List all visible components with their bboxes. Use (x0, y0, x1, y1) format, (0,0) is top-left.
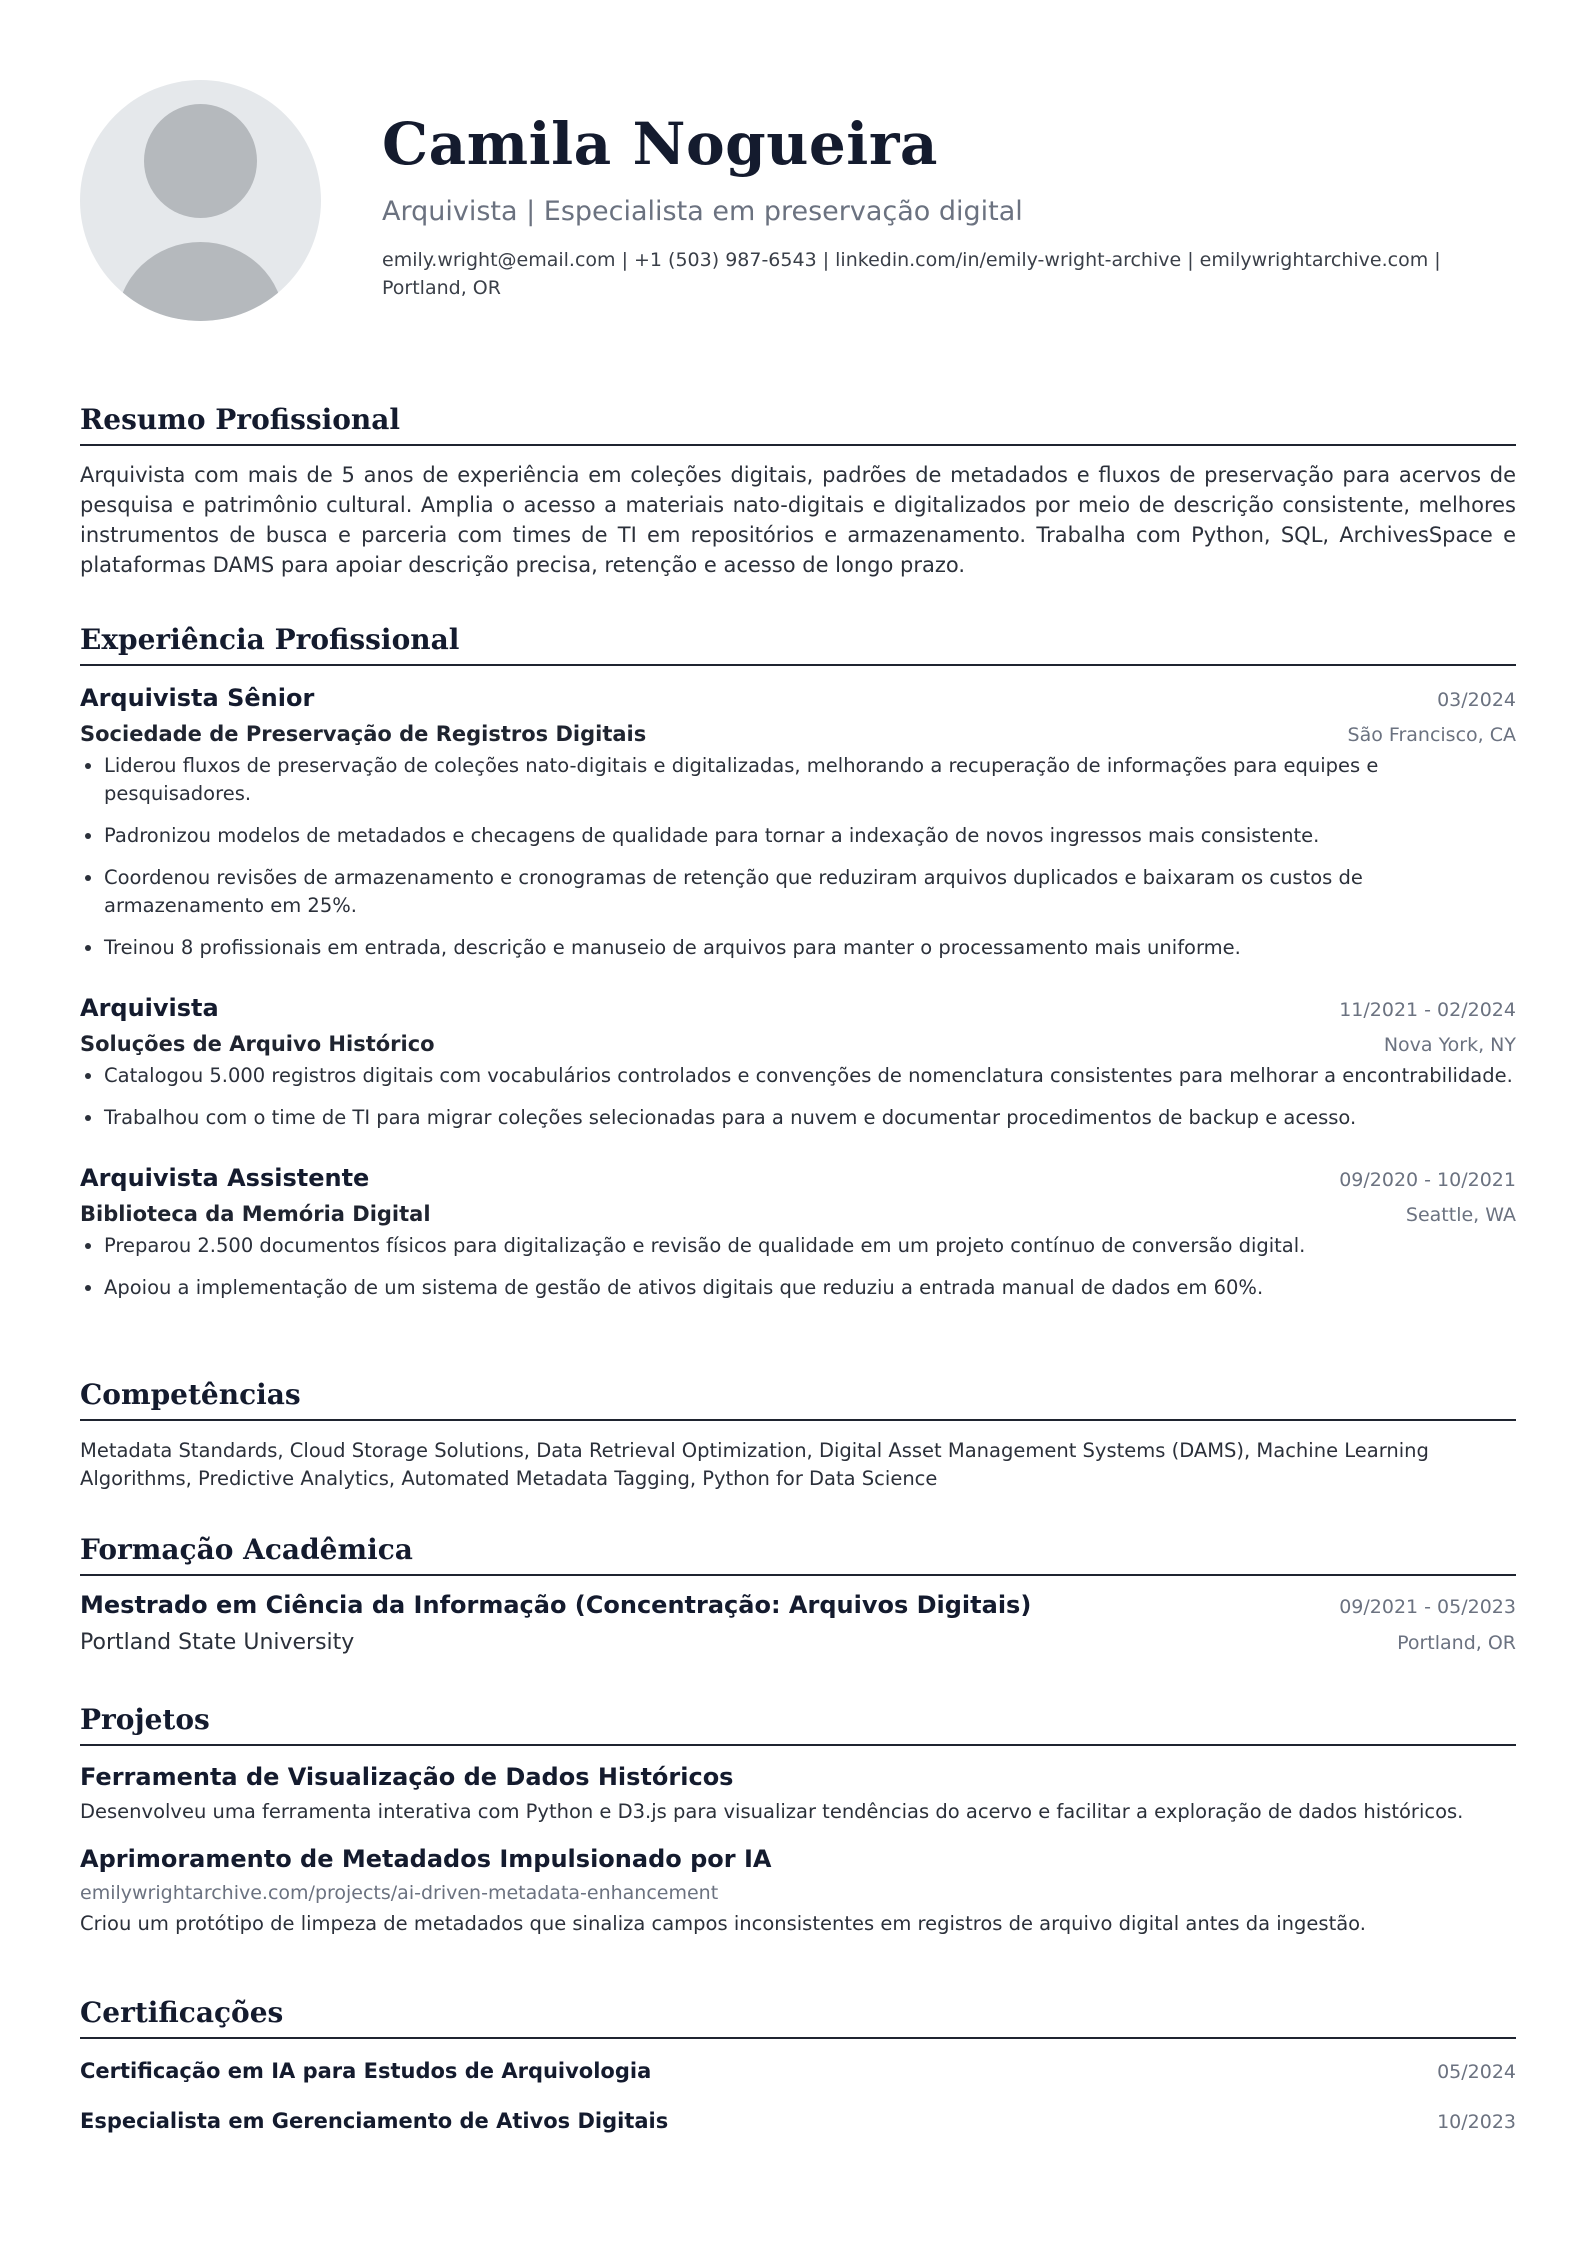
candidate-name: Camila Nogueira (382, 110, 938, 178)
project-title: Ferramenta de Visualização de Dados Históricos (80, 1763, 734, 1791)
summary-text: Arquivista com mais de 5 anos de experiência em coleções digitais, padrões de metadados e fluxos de preservação para acervos de pesquisa e patrimônio cultural. Amplia o acesso a materiais nato-digitais e digitalizados por meio de descrição consistente, melhores instrumentos de busca e parceria com times de TI em repositórios e armazenamento. Trabalha com Python, SQL, ArchivesSpace e plataformas DAMS para apoiar descrição precisa, retenção e acesso de longo prazo. (80, 463, 1516, 577)
avatar-body-shape (117, 242, 284, 321)
project-entry (80, 1840, 1516, 1940)
job-bullet: • Preparou 2.500 documentos físicos para digitalização e revisão de qualidade em um projeto contínuo de conversão digital. (104, 1232, 1516, 1260)
avatar (80, 80, 321, 321)
projects-section (80, 1700, 1516, 1940)
project-description: Desenvolveu uma ferramenta interativa com Python e D3.js para visualizar tendências do acervo e facilitar a exploração de dados históricos. (80, 1800, 1464, 1823)
job-company: Soluções de Arquivo Histórico (80, 1032, 435, 1056)
job-company: Biblioteca da Memória Digital (80, 1202, 431, 1226)
summary-section (80, 400, 1516, 580)
education-degree: Mestrado em Ciência da Informação (Concentração: Arquivos Digitais) (80, 1591, 1032, 1619)
certification-name: Certificação em IA para Estudos de Arquivologia (80, 2059, 652, 2083)
job-bullets (80, 1062, 1516, 1132)
project-title: Aprimoramento de Metadados Impulsionado por IA (80, 1845, 772, 1873)
job-date: 03/2024 (1437, 689, 1516, 711)
job-entry (80, 990, 1516, 1132)
job-date: 11/2021 - 02/2024 (1339, 999, 1516, 1021)
project-link[interactable]: emilywrightarchive.com/projects/ai-driven-metadata-enhancement (80, 1882, 719, 1904)
section-title-projects: Projetos (80, 1700, 1516, 1746)
job-location: Nova York, NY (1383, 1034, 1516, 1056)
skills-section (80, 1375, 1516, 1493)
job-bullet: • Padronizou modelos de metadados e checagens de qualidade para tornar a indexação de novos ingressos mais consistente. (104, 822, 1516, 850)
certification-name: Especialista em Gerenciamento de Ativos Digitais (80, 2109, 669, 2133)
section-title-summary: Resumo Profissional (80, 400, 1516, 446)
certification-date: 10/2023 (1437, 2111, 1516, 2133)
project-entry (80, 1758, 1516, 1828)
job-bullet: • Catalogou 5.000 registros digitais com vocabulários controlados e convenções de nomenclatura consistentes para melhorar a encontrabilidade. (104, 1062, 1516, 1090)
job-bullet: • Apoiou a implementação de um sistema de gestão de ativos digitais que reduziu a entrada manual de dados em 60%. (104, 1274, 1516, 1302)
certifications-section (80, 1993, 1516, 2139)
resume-header (80, 0, 1508, 360)
experience-section (80, 620, 1516, 1316)
education-location: Portland, OR (1397, 1632, 1516, 1654)
job-date: 09/2020 - 10/2021 (1339, 1169, 1516, 1191)
certification-item (80, 2053, 1516, 2089)
certification-item (80, 2103, 1516, 2139)
header-text (382, 104, 1508, 302)
section-title-education: Formação Acadêmica (80, 1530, 1516, 1576)
job-title: Arquivista (80, 994, 219, 1022)
job-title: Arquivista Assistente (80, 1164, 370, 1192)
education-school: Portland State University (80, 1630, 355, 1655)
skills-text: Metadata Standards, Cloud Storage Solutions, Data Retrieval Optimization, Digital Asset Management Systems (DAMS), Machine Learning Algorithms, Predictive Analytics, Automated Metadata Tagging, Python for Data Science (80, 1439, 1429, 1490)
project-description: Criou um protótipo de limpeza de metadados que sinaliza campos inconsistentes em registros de arquivo digital antes da ingestão. (80, 1912, 1366, 1935)
job-company: Sociedade de Preservação de Registros Digitais (80, 722, 647, 746)
contact-info: emily.wright@email.com | +1 (503) 987-6543 | linkedin.com/in/emily-wright-archive | emilywrightarchive.com | Portland, OR (382, 249, 1441, 299)
education-date: 09/2021 - 05/2023 (1339, 1596, 1516, 1618)
job-bullets (80, 752, 1516, 962)
job-entry (80, 680, 1516, 962)
job-entry (80, 1160, 1516, 1302)
job-bullet: • Treinou 8 profissionais em entrada, descrição e manuseio de arquivos para manter o processamento mais uniforme. (104, 934, 1516, 962)
job-location: Seattle, WA (1405, 1204, 1516, 1226)
candidate-headline: Arquivista | Especialista em preservação digital (382, 196, 1023, 227)
section-title-skills: Competências (80, 1375, 1516, 1421)
avatar-head-shape (144, 104, 257, 218)
job-bullet: • Liderou fluxos de preservação de coleções nato-digitais e digitalizadas, melhorando a recuperação de informações para equipes e pesquisadores. (104, 752, 1516, 808)
job-bullet: • Trabalhou com o time de TI para migrar coleções selecionadas para a nuvem e documentar procedimentos de backup e acesso. (104, 1104, 1516, 1132)
section-title-certifications: Certificações (80, 1993, 1516, 2039)
section-title-experience: Experiência Profissional (80, 620, 1516, 666)
job-location: São Francisco, CA (1347, 724, 1516, 746)
education-section (80, 1530, 1516, 1662)
job-bullet: • Coordenou revisões de armazenamento e cronogramas de retenção que reduziram arquivos duplicados e baixaram os custos de armazenamento em 25%. (104, 864, 1516, 920)
job-bullets (80, 1232, 1516, 1302)
job-title: Arquivista Sênior (80, 684, 315, 712)
certification-date: 05/2024 (1437, 2061, 1516, 2083)
